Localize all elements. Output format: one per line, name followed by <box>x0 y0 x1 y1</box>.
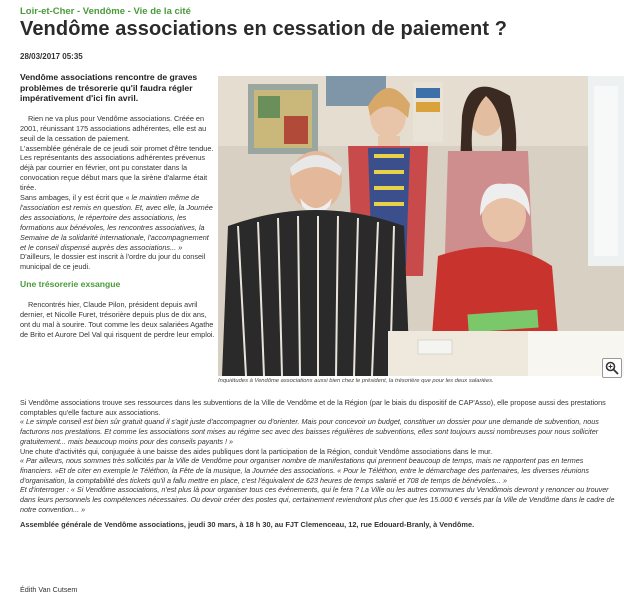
paragraph: D'ailleurs, le dossier est inscrit à l'ordre du jour du conseil municipal de ce jeudi. <box>20 252 206 272</box>
section-heading: Une trésorerie exsangue <box>20 279 121 290</box>
paragraph: Une chute d'activités qui, conjuguée à une baisse des aides publiques dont la participation de la Région, conduit Vendôme associations dans le mur. <box>20 446 493 456</box>
left-column <box>20 72 216 340</box>
paragraph: « Le simple conseil est bien sûr gratuit quand il s'agit juste d'accompagner ou d'orienter. Mais pour concevoir un budget, constituer un dossier pour une demande de subvention, nous facturons nos prestations. Et comme les associations sont mises au régime sec avec des baisses régulières de subventions, elles sont toujours aussi nombreuses pour nous solliciter gratuitement... mais beaucoup moins pour des conseils payants ! » <box>20 417 599 446</box>
article-date: 28/03/2017 05:35 <box>20 52 83 61</box>
breadcrumb[interactable]: Loir-et-Cher - Vendôme - Vie de la cité <box>20 6 191 17</box>
paragraph: L'assemblée générale de ce jeudi soir promet d'être tendue. Les représentants des associations adhérentes prévenus déjà par courrier en février, ont pu constater dans la convocation reçue début mars que la sirène d'alarme était tirée. <box>20 143 214 193</box>
photo-caption: Inquiétudes à Vendôme associations aussi bien chez le président, la trésorière que pour les deux salariées. <box>218 378 494 384</box>
paragraph: Rencontrés hier, Claude Pilon, président depuis avril dernier, et Nicolle Furet, trésorière depuis plus de dix ans, ont du mal à sourire. Tout comme les deux salariées Agathe de Brito et Aurore Del Val qui risquent de perdre leur emploi. <box>20 300 215 339</box>
zoom-button[interactable] <box>602 358 622 378</box>
author-byline: Édith Van Cutsem <box>20 585 78 594</box>
article-header <box>20 6 620 41</box>
article-body <box>20 398 618 530</box>
paragraph: Si Vendôme associations trouve ses ressources dans les subventions de la Ville de Vendôme et de la Région (par le biais du dispositif de CAP'Asso), elle propose aussi des prestations comptables qu'elle facture aux associations. <box>20 398 606 417</box>
paragraph: Et d'interroger : « Si Vendôme associations, n'est plus là pour organiser tous ces événements, qui le fera ? La Ville ou les autres communes du Vendômois devront y renoncer ou trouver dans leurs personnels les compétences nécessaires. Ou devoir créer des postes qui, certainement reviendront plus cher que les 15.000 € versés par la Ville de Vendôme dans le cadre de notre convention... » <box>20 485 615 514</box>
article-title: Vendôme associations en cessation de paiement ? <box>20 18 508 40</box>
quote-intro: Sans ambages, il y est écrit que « <box>20 193 132 203</box>
article-photo[interactable] <box>218 76 624 376</box>
paragraph <box>20 193 216 252</box>
paragraph: Rien ne va plus pour Vendôme associations. Créée en 2001, réunissant 175 associations adhérentes, elle est au seuil de la cessation de paiement. <box>20 113 207 143</box>
article-lead: Vendôme associations rencontre de graves problèmes de trésorerie qu'il faudra régler impérativement d'ici fin avril. <box>20 72 198 104</box>
photo-illustration <box>218 76 624 376</box>
paragraph: « Par ailleurs, nous sommes très sollicités par la Ville de Vendôme pour organiser nombre de manifestations qui prennent beaucoup de temps, mais ne rapportent pas en termes financiers. »Et de citer en exemple le Téléthon, la Fête de la musique, la Journée des associations. « Pour le Téléthon, entre le démarchage des partenaires, les diverses réunions d'organisation, la comptabilité des tickets qu'il a fallu mettre en place, c'est l'équivalent de 623 heures de temps salarié et 708 de temps de bénévoles... » <box>20 456 589 485</box>
magnifier-icon <box>605 361 619 375</box>
event-info: Assemblée générale de Vendôme associations, jeudi 30 mars, à 18 h 30, au FJT Clemenceau, 12, rue Edouard-Branly, à Vendôme. <box>20 520 475 530</box>
quote-text: le maintien même de l'association est remis en question. Et, avec elle, la Journée des associations, le répertoire des associations, les formations aux bénévoles, les rencontres associatives, la Semaine de la solidarité internationale, l'accompagnement et le conseil dispensé auprès des associations... » <box>20 193 213 252</box>
